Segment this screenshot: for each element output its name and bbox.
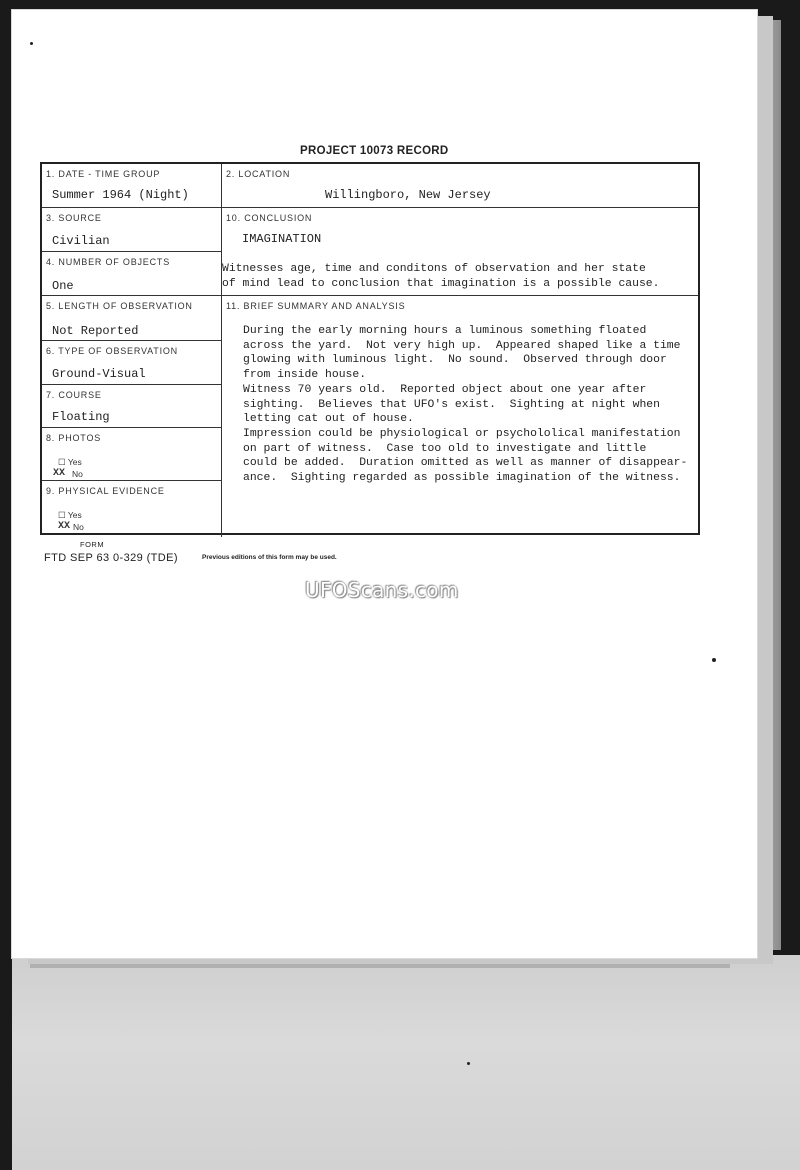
location-value: Willingboro, New Jersey (325, 188, 491, 202)
location-cell (222, 164, 698, 208)
back-sheet (12, 955, 800, 1170)
date-value: Summer 1964 (Night) (52, 188, 189, 202)
source-cell (42, 208, 222, 252)
type-of-observation-value: Ground-Visual (52, 367, 146, 381)
conclusion-note-line: of mind lead to conclusion that imagination is a possible cause. (222, 277, 660, 290)
summary-line: from inside house. (243, 369, 367, 382)
form-note: Previous editions of this form may be used. (202, 554, 337, 561)
summary-line: letting cat out of house. (243, 413, 414, 426)
summary-cell (222, 296, 698, 537)
summary-line: could be added. Duration omitted as well as manner of disappear- (243, 457, 688, 470)
summary-line: glowing with luminous light. No sound. Observed through door (243, 354, 667, 367)
summary-line: Witness 70 years old. Reported object about one year after (243, 383, 647, 396)
number-of-objects-cell (42, 252, 222, 296)
speck (712, 658, 716, 662)
conclusion-cell (222, 208, 698, 296)
summary-line: sighting. Believes that UFO's exist. Sighting at night when (243, 398, 660, 411)
photos-yes-option: ☐ Yes (58, 457, 82, 467)
summary-line: During the early morning hours a luminous something floated (243, 325, 647, 337)
conclusion-note-line: Witnesses age, time and conditons of observation and her state (222, 263, 646, 275)
physical-evidence-no-mark: XX (58, 521, 71, 532)
physical-evidence-yes-option: ☐ Yes (58, 510, 82, 520)
course-cell (42, 385, 222, 428)
source-value: Civilian (52, 234, 110, 248)
form-code: FTD SEP 63 0-329 (TDE) (44, 552, 178, 564)
physical-evidence-no-option: No (73, 522, 84, 532)
physical-evidence-cell (42, 481, 222, 537)
record-form (40, 162, 700, 535)
length-of-observation-label: 5. LENGTH OF OBSERVATION (46, 301, 193, 311)
summary-label: 11. BRIEF SUMMARY AND ANALYSIS (226, 301, 406, 311)
summary-line: on part of witness. Case too old to investigate and little (243, 442, 647, 455)
form-footer (44, 540, 337, 566)
physical-evidence-label: 9. PHYSICAL EVIDENCE (46, 486, 165, 496)
source-label: 3. SOURCE (46, 213, 102, 223)
photos-label: 8. PHOTOS (46, 433, 102, 443)
course-value: Floating (52, 410, 110, 424)
summary-line: Impression could be physiological or psychololical manifestation (243, 427, 681, 440)
record-title: PROJECT 10073 RECORD (300, 145, 449, 157)
type-of-observation-cell (42, 341, 222, 385)
date-cell (42, 164, 222, 208)
speck (30, 42, 33, 45)
page-edge-shadow (757, 20, 781, 950)
location-label: 2. LOCATION (226, 169, 291, 179)
conclusion-note (222, 262, 659, 291)
conclusion-label: 10. CONCLUSION (226, 213, 313, 223)
number-of-objects-label: 4. NUMBER OF OBJECTS (46, 257, 171, 267)
photos-no-option: No (72, 469, 83, 479)
photos-cell (42, 428, 222, 481)
watermark: UFOScans.com (305, 578, 459, 602)
length-of-observation-cell (42, 296, 222, 341)
photos-no-mark: XX (53, 468, 66, 479)
form-word: FORM (80, 540, 105, 549)
conclusion-value: IMAGINATION (242, 232, 322, 246)
speck (467, 1062, 470, 1065)
summary-line: across the yard. Not very high up. Appeared shaped like a time (243, 339, 681, 352)
number-of-objects-value: One (52, 279, 74, 293)
length-of-observation-value: Not Reported (52, 324, 139, 338)
summary-text (243, 324, 687, 486)
summary-line: ance. Sighting regarded as possible imagination of the witness. (243, 472, 681, 485)
course-label: 7. COURSE (46, 390, 102, 400)
type-of-observation-label: 6. TYPE OF OBSERVATION (46, 346, 178, 356)
back-sheet-edge (30, 960, 730, 968)
date-label: 1. DATE - TIME GROUP (46, 169, 161, 179)
